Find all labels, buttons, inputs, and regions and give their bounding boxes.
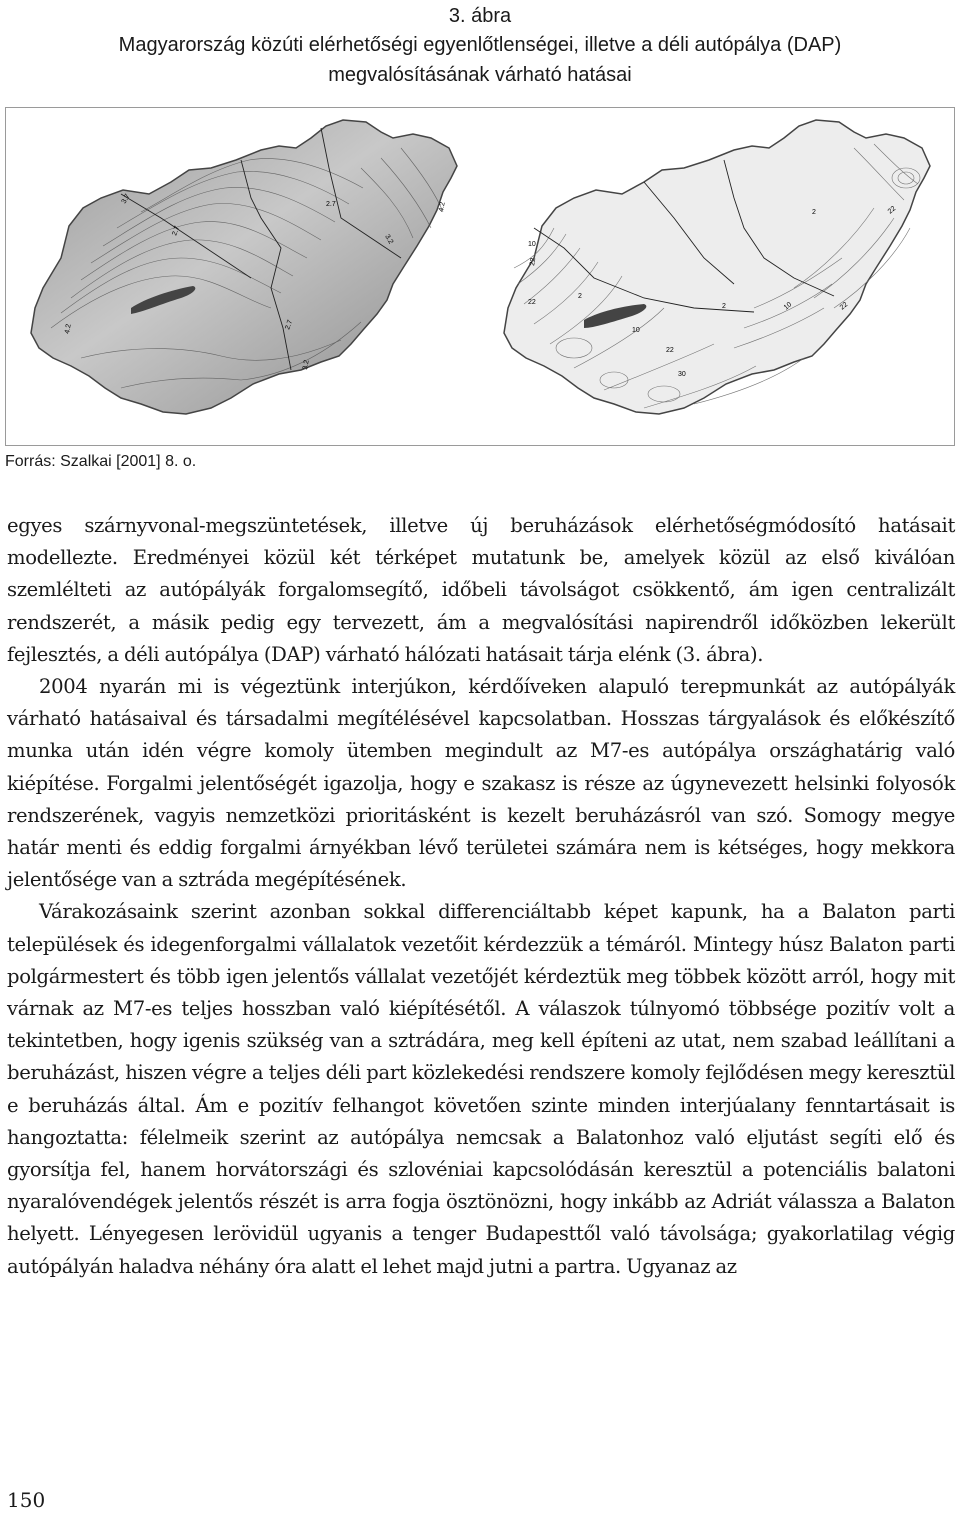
contour-label: 22 [528,299,536,306]
page-number: 150 [7,1488,46,1512]
contour-label: 3.7 [120,193,132,205]
contour-label: 30 [678,371,686,378]
contour-label: 2 [722,303,726,310]
contour-label: 2.7 [284,319,295,331]
contour-label: 3.2 [383,233,395,246]
contour-label: 22 [838,301,850,312]
accessibility-map-left [21,108,471,445]
contour-label: 10 [782,301,794,312]
contour-label: 2.7 [171,225,182,237]
contour-label: 22 [529,257,538,267]
contour-label: 10 [528,241,536,248]
contour-label: 3.2 [302,359,311,371]
figure-title-line-1: Magyarország közúti elérhetőségi egyenlőtlenségei, illetve a déli autópálya (DAP) [118,34,842,56]
dap-impact-map-right [494,108,944,445]
contour-label: 22 [886,205,898,216]
paragraph: egyes szárnyvonal-megszüntetések, illetve új beruházások elérhetőségmódosító hatásait modellezte. Eredményei közül két térképet mutatunk be, amelyek közül az első kiválóan szemlélteti az autópályák forgalomsegítő, időbeli távolságot csökkentő, ám igen centralizált rendszerét, a másik pedig egy tervezett, ám a megvalósítási napirendről időközben lekerült fejlesztés, a déli autópálya (DAP) várható hálózati hatásait tárja elénk (3. ábra). [7,514,955,666]
body-text [7,510,955,1283]
contour-label: 10 [632,327,640,334]
paragraph: 2004 nyarán mi is végeztünk interjúkon, kérdőíveken alapuló terepmunkát az autópályák várható hatásaival és társadalmi megítélésével kapcsolatban. Hosszas tárgyalások és előkészítő munka után idén végre komoly ütemben megindult az M7-es autópálya országhatárig való kiépítése. Forgalmi jelentőségét igazolja, hogy e szakasz is része az úgynevezett helsinki folyosók rendszerének, vagyis nemzetközi prioritásként is kezelt beruházásról van szó. Somogy megye határ menti és eddig forgalmi árnyékban lévő területei számára nem is kétséges, hogy mekkora jelentősége van a sztráda megépítésének. [7,675,955,892]
figure-maps [5,107,955,446]
contour-label: 2 [578,293,582,300]
hungary-outline-right [504,120,930,414]
contour-label: 2.7 [326,201,336,208]
figure-source: Forrás: Szalkai [2001] 8. o. [5,453,197,470]
figure-number: 3. ábra [448,5,512,27]
contour-label: 4.2 [64,323,73,335]
contour-label: 2 [812,209,816,216]
contour-label: 4.2 [438,201,447,213]
hungary-outline-left [31,120,457,414]
figure-title [0,30,960,90]
contour-label: 22 [666,347,674,354]
paragraph: Várakozásaink szerint azonban sokkal differenciáltabb képet kapunk, ha a Balaton parti települések és idegenforgalmi vállalatok vezetőit kérdezzük a témáról. Mintegy húsz Balaton parti polgármestert és több igen jelentős vállalat vezetőjét kérdeztük meg többek között arról, hogy mit várnak az M7-es teljes hosszban való kiépítésétől. A válaszok túlnyomó többsége pozitív volt a tekintetben, hogy igenis szükség van a sztrádára, meg kell építeni az utat, nem szabad leállítani a beruházást, hiszen végre a teljes déli part közlekedési rendszere komoly fejlődésen megy keresztül e beruházás által. Ám e pozitív felhangot követően szinte minden interjúalany fenntartásait is hangoztatta: félelmeik szerint az autópálya nemcsak a Balatonhoz való eljutást segíti elő és gyorsítja fel, hanem horvátországi és szlovéniai kapcsolódásán keresztül a potenciális balatoni nyaralóvendégek jelentős részét is arra fogja ösztönözni, hogy inkább az Adriát válassza a Balaton helyett. Lényegesen lerövidül ugyanis a tenger Budapesttől való távolsága; gyakorlatilag végig autópályán haladva néhány óra alatt el lehet majd jutni a partra. Ugyanaz az [7,900,955,1278]
figure-title-line-2: megvalósításának várható hatásai [328,64,632,86]
